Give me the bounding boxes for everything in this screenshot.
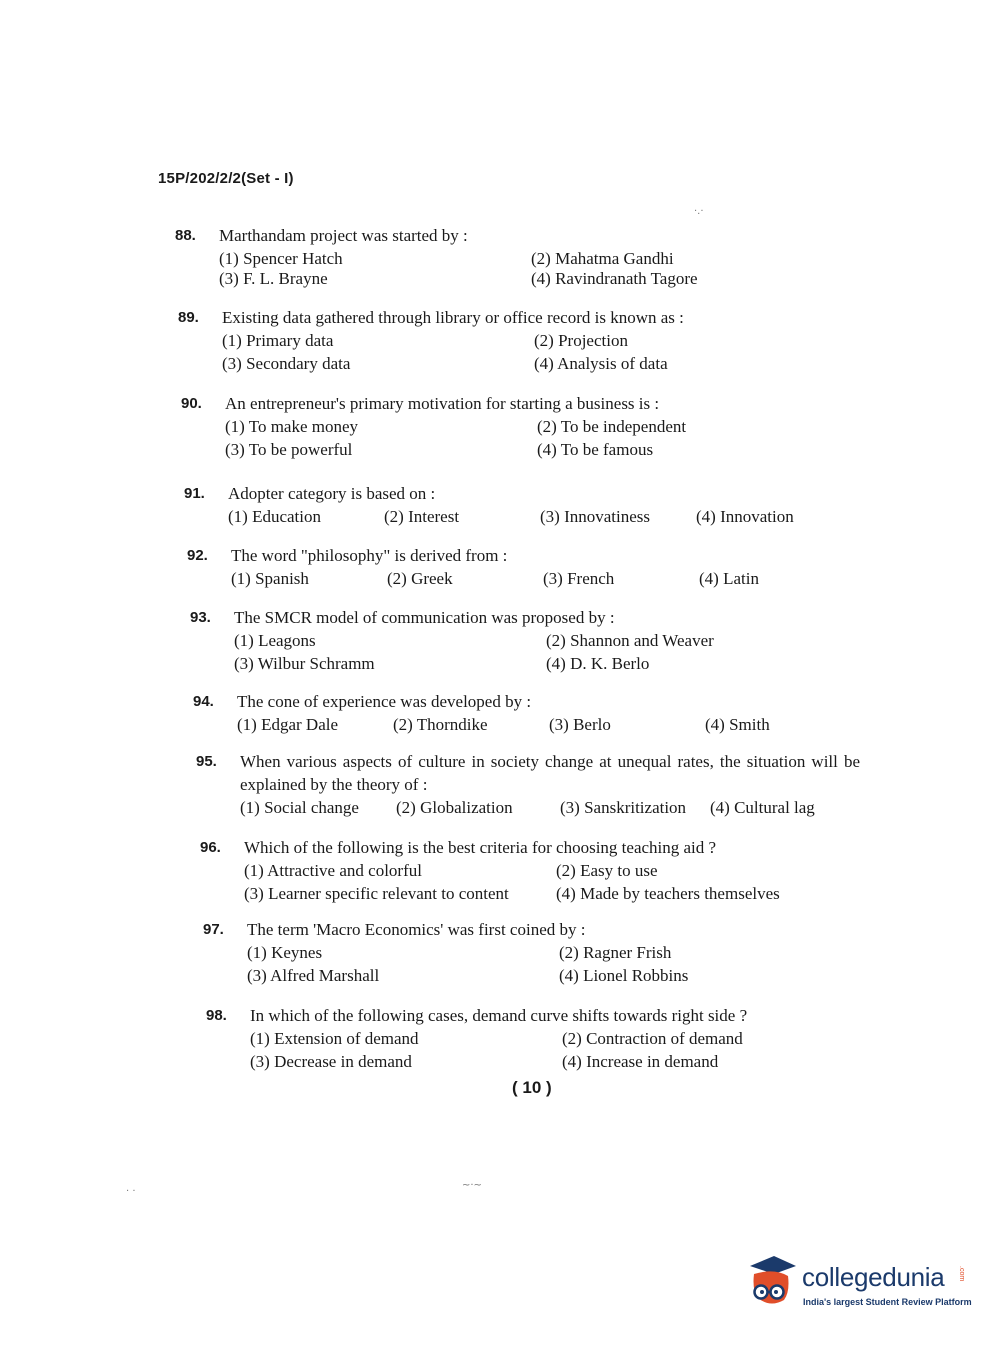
option-1: (1) Attractive and colorful bbox=[244, 861, 422, 880]
question-text: In which of the following cases, demand curve shifts towards right side ? bbox=[250, 1006, 748, 1025]
option-1: (1) Leagons bbox=[234, 631, 316, 650]
option-3: (3) Berlo bbox=[549, 715, 611, 734]
option-3: (3) To be powerful bbox=[225, 440, 353, 459]
option-3: (3) Innovatiness bbox=[540, 507, 651, 526]
question-text: Marthandam project was started by : bbox=[219, 226, 468, 245]
option-4: (4) Made by teachers themselves bbox=[556, 884, 780, 903]
option-3: (3) F. L. Brayne bbox=[219, 269, 328, 288]
option-2: (2) Ragner Frish bbox=[559, 943, 672, 962]
question-number: 97. bbox=[203, 921, 224, 938]
option-4: (4) Smith bbox=[705, 715, 770, 734]
question-number: 95. bbox=[196, 753, 217, 770]
question-number: 89. bbox=[178, 309, 199, 326]
question-91 bbox=[184, 482, 824, 528]
option-4: (4) Latin bbox=[699, 569, 759, 588]
option-1: (1) Spanish bbox=[231, 569, 309, 588]
option-2: (2) Contraction of demand bbox=[562, 1029, 743, 1048]
question-text: The term 'Macro Economics' was first coined by : bbox=[247, 920, 586, 939]
question-number: 91. bbox=[184, 485, 205, 502]
question-text: An entrepreneur's primary motivation for starting a business is : bbox=[225, 394, 660, 413]
question-number: 88. bbox=[175, 227, 196, 244]
question-text: Existing data gathered through library or office record is known as : bbox=[222, 308, 684, 327]
option-3: (3) Sanskritization bbox=[560, 798, 687, 817]
question-text: Adopter category is based on : bbox=[228, 484, 436, 503]
question-92 bbox=[187, 544, 827, 590]
question-number: 96. bbox=[200, 839, 221, 856]
option-4: (4) Innovation bbox=[696, 507, 794, 526]
question-88 bbox=[175, 224, 795, 291]
scan-speck: · · bbox=[126, 1186, 136, 1197]
option-1: (1) Spencer Hatch bbox=[219, 249, 343, 268]
question-97 bbox=[203, 918, 843, 987]
question-number: 93. bbox=[190, 609, 211, 626]
question-text: The word "philosophy" is derived from : bbox=[231, 546, 508, 565]
logo-suffix: .com bbox=[958, 1266, 965, 1282]
option-4: (4) D. K. Berlo bbox=[546, 654, 650, 673]
option-3: (3) Wilbur Schramm bbox=[234, 654, 375, 673]
scan-speck: ~·~ bbox=[462, 1180, 482, 1191]
question-text: Which of the following is the best criteria for choosing teaching aid ? bbox=[244, 838, 717, 857]
question-text: The SMCR model of communication was proposed by : bbox=[234, 608, 615, 627]
option-4: (4) Increase in demand bbox=[562, 1052, 719, 1071]
option-2: (2) Globalization bbox=[396, 798, 513, 817]
question-number: 98. bbox=[206, 1007, 227, 1024]
question-96 bbox=[200, 836, 840, 905]
page-number: ( 10 ) bbox=[512, 1078, 552, 1097]
option-4: (4) Ravindranath Tagore bbox=[531, 269, 698, 288]
collegedunia-logo bbox=[744, 1250, 974, 1316]
option-2: (2) To be independent bbox=[537, 417, 687, 436]
option-3: (3) Learner specific relevant to content bbox=[244, 884, 509, 903]
question-text: The cone of experience was developed by : bbox=[237, 692, 532, 711]
option-1: (1) Primary data bbox=[222, 331, 334, 350]
question-94 bbox=[193, 690, 833, 736]
option-1: (1) Extension of demand bbox=[250, 1029, 419, 1048]
option-3: (3) Alfred Marshall bbox=[247, 966, 380, 985]
option-3: (3) French bbox=[543, 569, 615, 588]
question-93 bbox=[190, 606, 830, 675]
option-2: (2) Projection bbox=[534, 331, 628, 350]
question-95 bbox=[196, 750, 860, 819]
question-number: 90. bbox=[181, 395, 202, 412]
option-2: (2) Shannon and Weaver bbox=[546, 631, 714, 650]
option-3: (3) Decrease in demand bbox=[250, 1052, 412, 1071]
logo-tagline: India's largest Student Review Platform bbox=[803, 1297, 972, 1307]
option-1: (1) Social change bbox=[240, 798, 359, 817]
option-1: (1) To make money bbox=[225, 417, 359, 436]
question-98 bbox=[206, 1004, 846, 1073]
question-89 bbox=[178, 306, 798, 375]
option-2: (2) Easy to use bbox=[556, 861, 658, 880]
option-4: (4) Analysis of data bbox=[534, 354, 668, 373]
question-text: When various aspects of culture in society change at unequal rates, the situation will be explained by the theory of : bbox=[240, 752, 860, 794]
option-3: (3) Secondary data bbox=[222, 354, 351, 373]
question-90 bbox=[181, 392, 801, 461]
option-1: (1) Education bbox=[228, 507, 321, 526]
option-4: (4) To be famous bbox=[537, 440, 654, 459]
option-1: (1) Keynes bbox=[247, 943, 323, 962]
option-2: (2) Greek bbox=[387, 569, 453, 588]
logo-wordmark: collegedunia bbox=[802, 1262, 945, 1292]
question-number: 94. bbox=[193, 693, 214, 710]
option-2: (2) Mahatma Gandhi bbox=[531, 249, 674, 268]
paper-code: 15P/202/2/2(Set - I) bbox=[158, 170, 294, 187]
scan-speck: ·.· bbox=[694, 206, 704, 217]
option-4: (4) Lionel Robbins bbox=[559, 966, 689, 985]
option-1: (1) Edgar Dale bbox=[237, 715, 339, 734]
option-2: (2) Thorndike bbox=[393, 715, 488, 734]
option-2: (2) Interest bbox=[384, 507, 460, 526]
option-4: (4) Cultural lag bbox=[710, 798, 815, 817]
student-mascot-icon bbox=[744, 1250, 798, 1310]
question-number: 92. bbox=[187, 547, 208, 564]
